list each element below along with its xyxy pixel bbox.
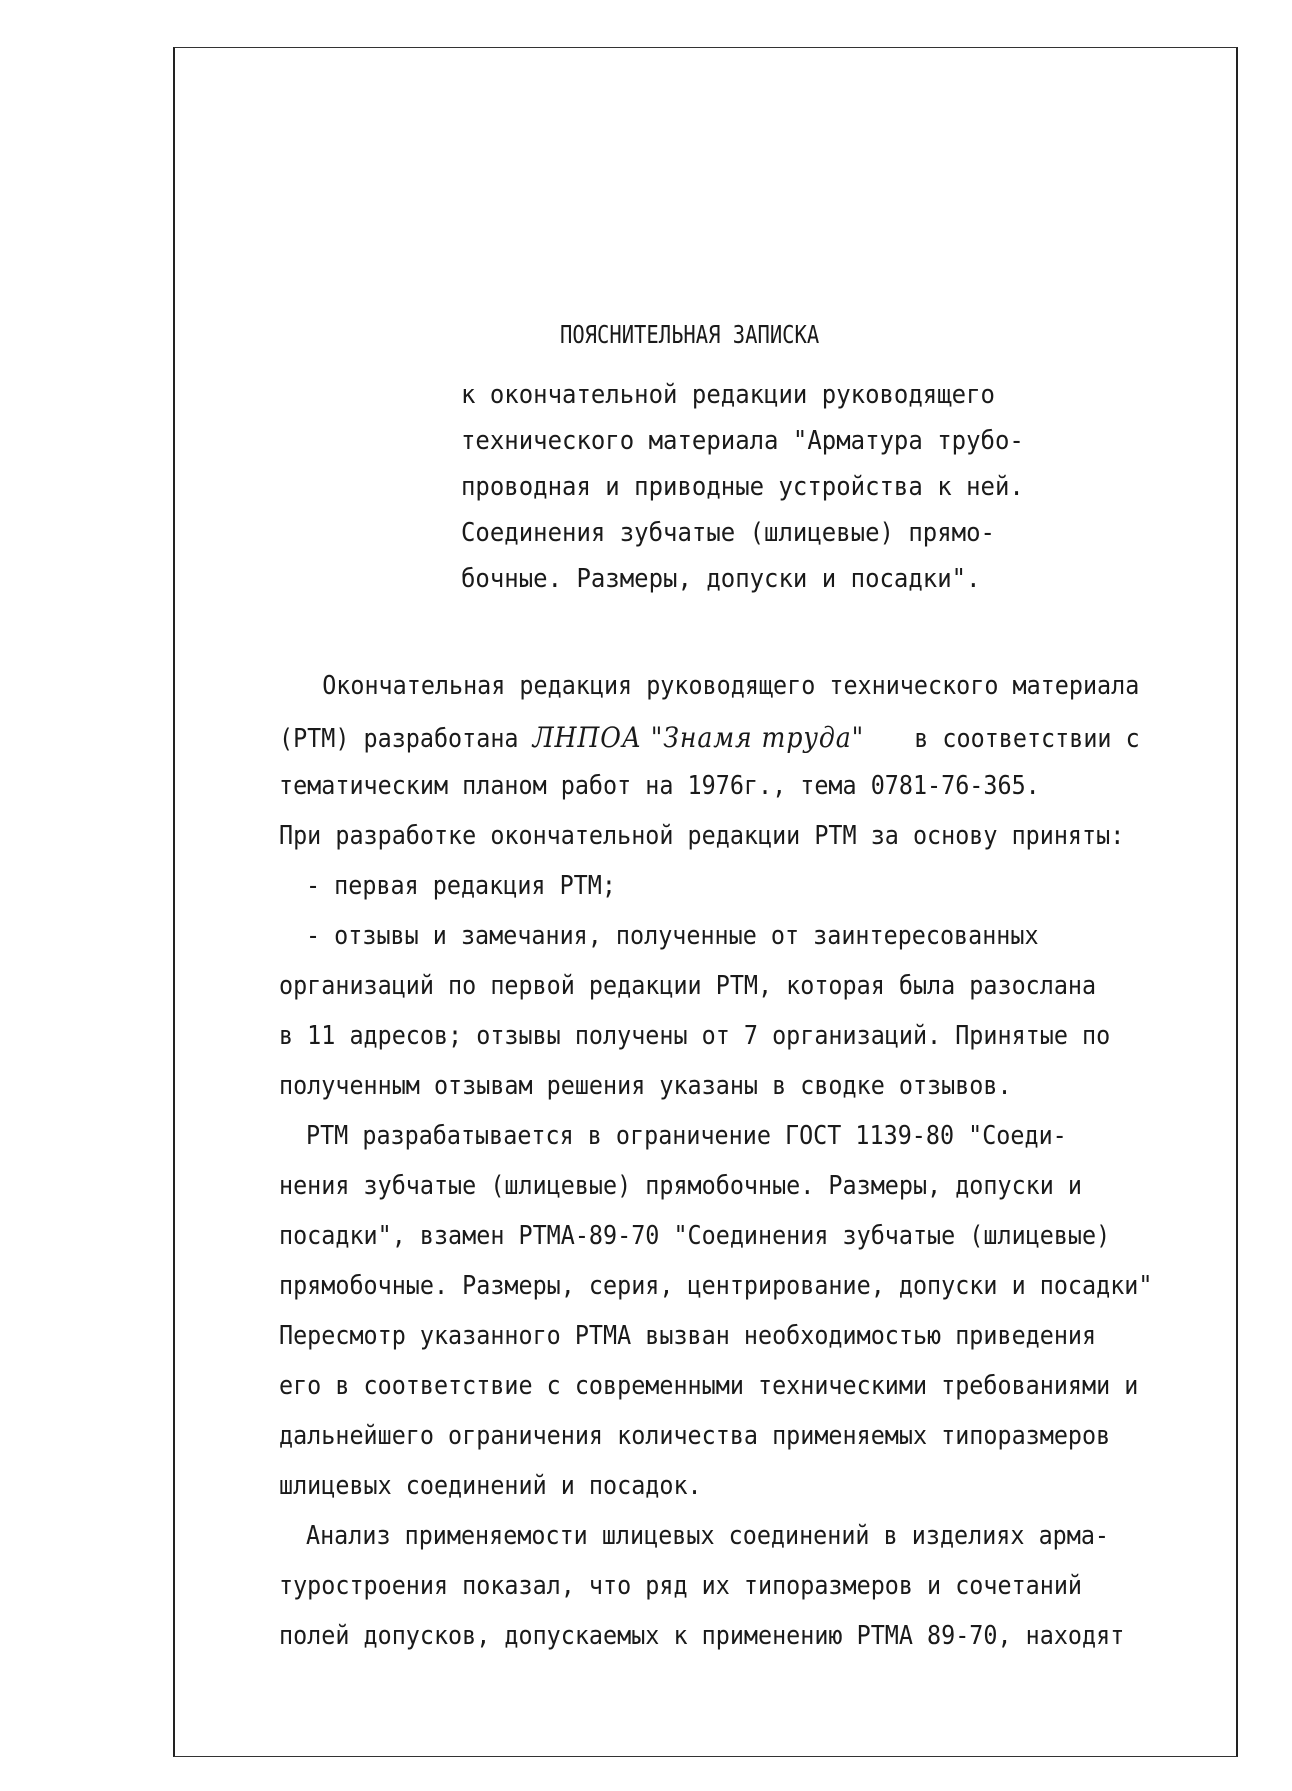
subtitle-line: проводная и приводные устройства к ней. [461, 472, 1024, 502]
document-body [279, 671, 1250, 1671]
paragraph-line: тематическим планом работ на 1976г., тема 0781-76-365. [279, 771, 1040, 801]
handwritten-organization: ЛНПОА "Знамя труда" [532, 721, 865, 754]
document-subtitle [461, 380, 1060, 610]
list-item: - отзывы и замечания, полученные от заинтересованных [306, 921, 1039, 951]
paragraph-line: дальнейшего ограничения количества применяемых типоразмеров [279, 1421, 1111, 1451]
paragraph-line: Пересмотр указанного РТМА вызван необходимостью приведения [279, 1321, 1097, 1351]
subtitle-line: бочные. Размеры, допуски и посадки". [461, 564, 981, 594]
subtitle-line: к окончательной редакции руководящего [461, 380, 995, 410]
paragraph-line: полей допусков, допускаемых к применению РТМА 89-70, находят [279, 1621, 1125, 1651]
paragraph-line: посадки", взамен РТМА-89-70 "Соединения зубчатые (шлицевые) [279, 1221, 1111, 1251]
paragraph-line: При разработке окончательной редакции РТМ за основу приняты: [279, 821, 1125, 851]
paragraph-line: Анализ применяемости шлицевых соединений в изделиях арма- [306, 1521, 1110, 1551]
paragraph-line: организаций по первой редакции РТМ, которая была разослана [279, 971, 1097, 1001]
paragraph-line: прямобочные. Размеры, серия, центрирование, допуски и посадки" [279, 1271, 1153, 1301]
document-title: ПОЯСНИТЕЛЬНАЯ ЗАПИСКА [560, 320, 820, 349]
paragraph-line: РТМ разрабатывается в ограничение ГОСТ 1139-80 "Соеди- [306, 1121, 1067, 1151]
paragraph-line: полученным отзывам решения указаны в сводке отзывов. [279, 1071, 1012, 1101]
paragraph-line: нения зубчатые (шлицевые) прямобочные. Размеры, допуски и [279, 1171, 1083, 1201]
paragraph-text: в соответствии с [914, 724, 1140, 754]
paragraph-line: в 11 адресов; отзывы получены от 7 организаций. Принятые по [279, 1021, 1111, 1051]
paragraph-line [279, 721, 1152, 771]
paragraph-line: Окончательная редакция руководящего технического материала [322, 671, 1140, 701]
paragraph-text: (РТМ) разработана [279, 724, 519, 754]
paragraph-line: его в соответствие с современными техническими требованиями и [279, 1371, 1139, 1401]
subtitle-line: технического материала "Арматура трубо- [461, 426, 1024, 456]
paragraph-line: туростроения показал, что ряд их типоразмеров и сочетаний [279, 1571, 1083, 1601]
subtitle-line: Соединения зубчатые (шлицевые) прямо- [461, 518, 995, 548]
paragraph-line: шлицевых соединений и посадок. [279, 1471, 702, 1501]
list-item: - первая редакция РТМ; [306, 871, 616, 901]
